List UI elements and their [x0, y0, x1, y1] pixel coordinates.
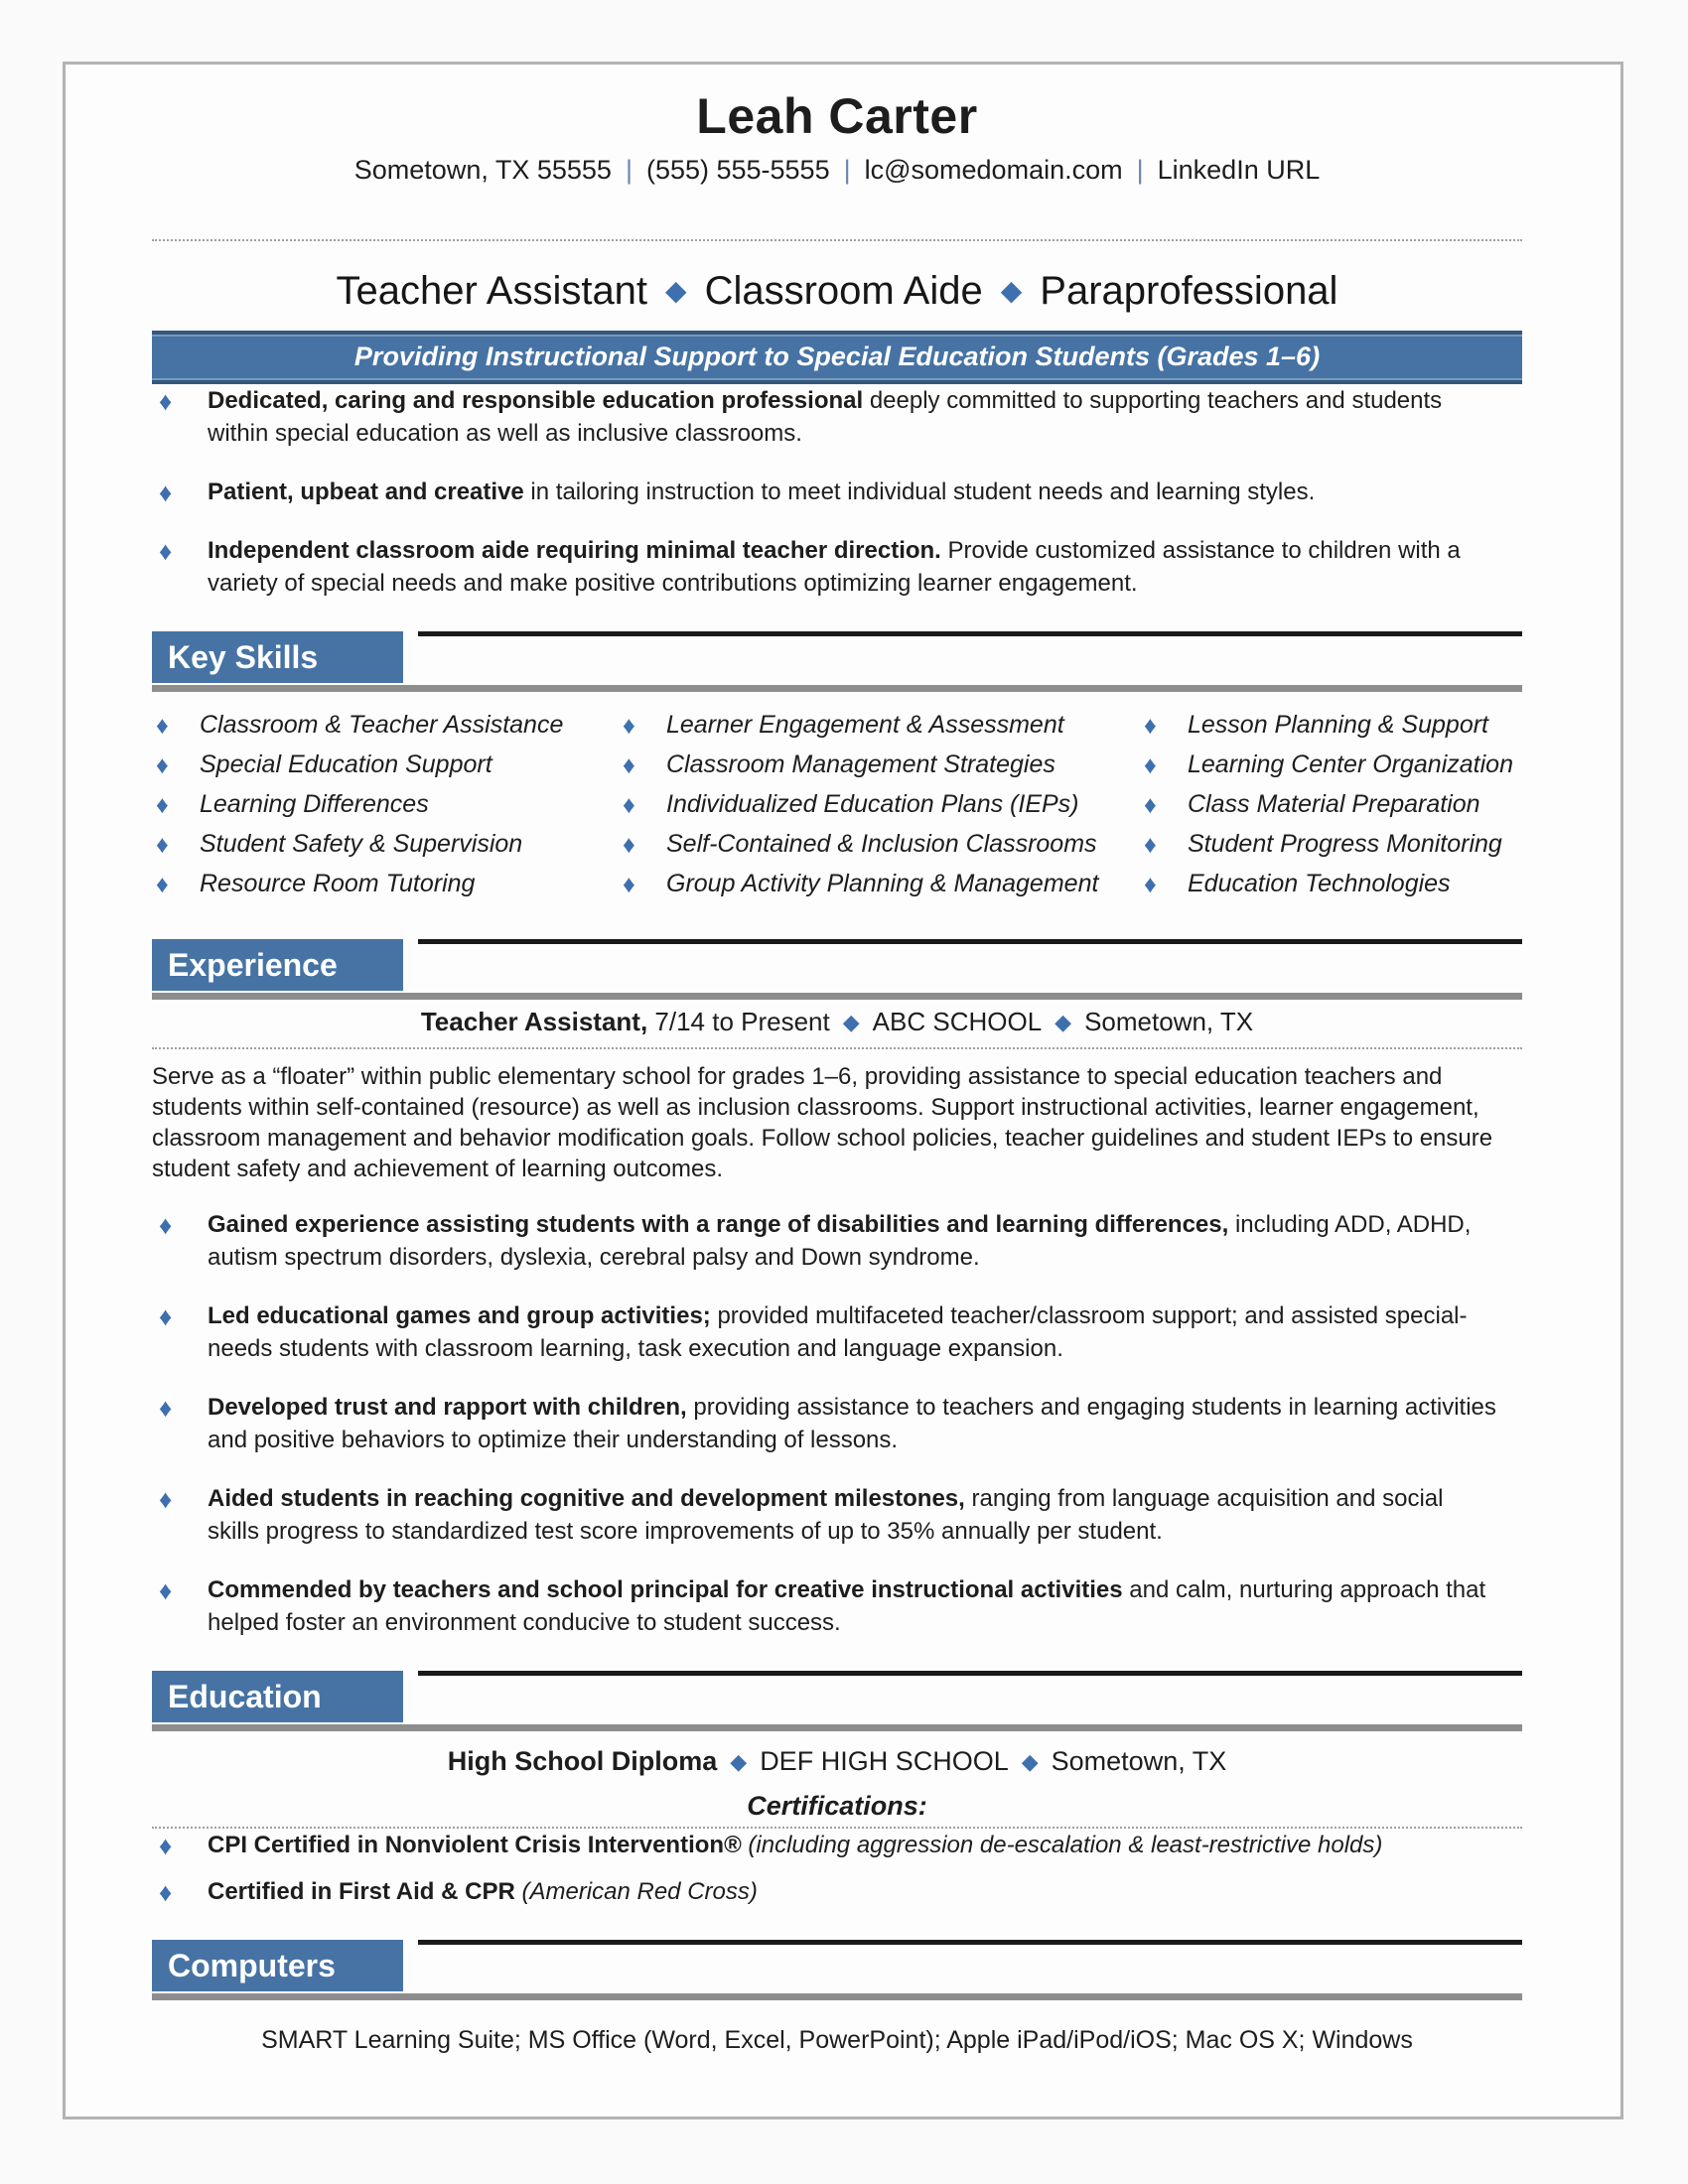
- diamond-bullet-icon: ♦: [156, 871, 169, 898]
- role-item: Teacher Assistant: [336, 269, 648, 313]
- section-title: Key Skills: [168, 639, 319, 675]
- summary-bullet: [152, 534, 1522, 600]
- skill-item: [152, 709, 619, 742]
- diamond-separator-icon: ◆: [1000, 275, 1023, 306]
- skill-item: [619, 828, 1140, 861]
- section-header-computers: [152, 1940, 1522, 1991]
- section-bottom-rule: [152, 1993, 1522, 2000]
- diamond-bullet-icon: ♦: [623, 751, 635, 779]
- job-title-line: [152, 1005, 1522, 1039]
- bullet-lead: Aided students in reaching cognitive and development milestones,: [208, 1485, 965, 1512]
- summary-list: [152, 384, 1522, 600]
- certification-lead: CPI Certified in Nonviolent Crisis Intervention®: [208, 1832, 742, 1858]
- skill-item: [152, 749, 619, 781]
- section-top-rule: [418, 1940, 1522, 1945]
- experience-bullet: [152, 1482, 1522, 1548]
- skill-label: Class Material Preparation: [1188, 790, 1480, 818]
- skill-label: Self-Contained & Inclusion Classrooms: [666, 830, 1097, 858]
- skill-item: [1140, 749, 1522, 781]
- skill-label: Resource Room Tutoring: [200, 870, 476, 897]
- diamond-bullet-icon: ♦: [1144, 751, 1157, 779]
- bullet-lead: Commended by teachers and school principal for creative instructional activities: [208, 1576, 1123, 1603]
- diamond-bullet-icon: ♦: [156, 831, 169, 859]
- diamond-bullet-icon: ♦: [159, 536, 173, 566]
- section-title-box: [152, 631, 403, 683]
- diamond-bullet-icon: ♦: [159, 1393, 173, 1423]
- section-bottom-rule: [152, 685, 1522, 692]
- certification-item: [152, 1875, 1522, 1908]
- diamond-bullet-icon: ♦: [159, 386, 173, 416]
- section-title: Education: [168, 1679, 322, 1714]
- bullet-text: providing assistance to teachers and engaging students in learning activities and positive behaviors to optimize their understanding of lessons.: [208, 1394, 1496, 1453]
- job-company: ABC SCHOOL: [872, 1007, 1043, 1036]
- skill-label: Student Progress Monitoring: [1188, 830, 1502, 858]
- job-dates: 7/14 to Present: [654, 1007, 830, 1036]
- job-title: Teacher Assistant,: [420, 1007, 648, 1036]
- computers-line: SMART Learning Suite; MS Office (Word, Excel, PowerPoint); Apple iPad/iPod/iOS; Mac OS X; Windows: [261, 2026, 1413, 2054]
- summary-bullet: [152, 476, 1522, 508]
- skills-column: [619, 709, 1140, 907]
- skill-label: Special Education Support: [200, 751, 492, 778]
- section-bottom-rule: [152, 993, 1522, 1000]
- bullet-text: ranging from language acquisition and social skills progress to standardized test score improvements of up to 35% annually per student.: [208, 1485, 1444, 1545]
- section-header-education: [152, 1671, 1522, 1722]
- bullet-text: Provide customized assistance to children with a variety of special needs and make positive contributions optimizing learner engagement.: [208, 537, 1461, 597]
- section-header-experience: [152, 939, 1522, 991]
- skill-item: [619, 788, 1140, 821]
- skill-label: Education Technologies: [1188, 870, 1451, 897]
- roles-line: [152, 267, 1522, 315]
- section-title-box: [152, 1671, 403, 1722]
- contact-email: lc@somedomain.com: [864, 155, 1123, 185]
- experience-bullet: [152, 1391, 1522, 1456]
- skill-label: Student Safety & Supervision: [200, 830, 523, 858]
- bullet-lead: Led educational games and group activities;: [208, 1302, 711, 1329]
- skill-label: Learning Center Organization: [1188, 751, 1513, 778]
- skill-item: [152, 788, 619, 821]
- diamond-bullet-icon: ♦: [623, 871, 635, 898]
- skill-label: Individualized Education Plans (IEPs): [666, 790, 1079, 818]
- bullet-text: deeply committed to supporting teachers and students within special education as well as inclusive classrooms.: [208, 387, 1443, 447]
- tagline-banner: [152, 331, 1522, 384]
- header-dotted-divider: [152, 239, 1522, 241]
- diamond-separator-icon: ◆: [842, 1010, 860, 1034]
- contact-line: [152, 154, 1522, 186]
- candidate-name: Leah Carter: [696, 88, 978, 144]
- diamond-bullet-icon: ♦: [623, 712, 635, 740]
- diamond-bullet-icon: ♦: [159, 478, 173, 507]
- resume-page: [63, 62, 1623, 2119]
- section-top-rule: [418, 939, 1522, 944]
- certification-detail: (including aggression de-escalation & least-restrictive holds): [741, 1832, 1383, 1858]
- bullet-lead: Dedicated, caring and responsible education professional: [208, 387, 864, 414]
- job-dotted-divider: [152, 1047, 1522, 1049]
- education-location: Sometown, TX: [1051, 1746, 1227, 1776]
- diamond-bullet-icon: ♦: [1144, 791, 1157, 819]
- diamond-bullet-icon: ♦: [623, 791, 635, 819]
- diamond-bullet-icon: ♦: [159, 1210, 173, 1240]
- skill-item: [619, 749, 1140, 781]
- resume-content: [152, 65, 1522, 2057]
- role-item: Paraprofessional: [1040, 269, 1338, 313]
- diamond-bullet-icon: ♦: [159, 1831, 173, 1860]
- certifications-list: [152, 1829, 1522, 1908]
- diamond-bullet-icon: ♦: [159, 1301, 173, 1331]
- key-skills-columns: [152, 709, 1522, 907]
- diamond-separator-icon: ◆: [665, 275, 687, 306]
- experience-bullet: [152, 1573, 1522, 1639]
- education-line: [152, 1744, 1522, 1779]
- tagline-text: Providing Instructional Support to Special Education Students (Grades 1–6): [353, 341, 1321, 371]
- skill-item: [619, 709, 1140, 742]
- skill-label: Classroom & Teacher Assistance: [200, 711, 564, 739]
- experience-bullet: [152, 1208, 1522, 1274]
- skill-item: [1140, 788, 1522, 821]
- section-top-rule: [418, 631, 1522, 636]
- section-top-rule: [418, 1671, 1522, 1676]
- skill-label: Learner Engagement & Assessment: [666, 711, 1064, 739]
- diamond-bullet-icon: ♦: [159, 1877, 173, 1907]
- summary-bullet: [152, 384, 1522, 450]
- skill-item: [1140, 828, 1522, 861]
- skill-item: [152, 868, 619, 900]
- skill-label: Learning Differences: [200, 790, 429, 818]
- bullet-lead: Patient, upbeat and creative: [208, 478, 524, 505]
- diamond-bullet-icon: ♦: [1144, 712, 1157, 740]
- contact-linkedin: LinkedIn URL: [1157, 155, 1321, 185]
- bullet-lead: Gained experience assisting students with a range of disabilities and learning differences,: [208, 1211, 1229, 1238]
- diamond-separator-icon: ◆: [730, 1749, 748, 1774]
- experience-bullet-list: [152, 1208, 1522, 1639]
- certification-detail: (American Red Cross): [514, 1878, 758, 1905]
- diamond-bullet-icon: ♦: [1144, 831, 1157, 859]
- pipe-separator: |: [1136, 155, 1144, 185]
- certifications-heading: Certifications:: [747, 1791, 927, 1821]
- bullet-text: including ADD, ADHD, autism spectrum disorders, dyslexia, cerebral palsy and Down syndrome.: [208, 1211, 1472, 1271]
- pipe-separator: |: [625, 155, 633, 185]
- skills-column: [152, 709, 619, 907]
- role-item: Classroom Aide: [704, 269, 983, 313]
- diamond-bullet-icon: ♦: [156, 712, 169, 740]
- diamond-bullet-icon: ♦: [159, 1484, 173, 1514]
- experience-summary-paragraph: Serve as a “floater” within public elementary school for grades 1–6, providing assistance to special education teachers and students within self-contained (resource) as well as inclusion classrooms. Support instructional activities, learner engagement, classroom management and behavior modification goals. Follow school policies, teacher guidelines and student IEPs to ensure student safety and achievement of learning outcomes.: [152, 1063, 1493, 1182]
- bullet-lead: Independent classroom aide requiring minimal teacher direction.: [208, 537, 941, 564]
- diamond-bullet-icon: ♦: [156, 751, 169, 779]
- diamond-separator-icon: ◆: [1055, 1010, 1072, 1034]
- skills-column: [1140, 709, 1522, 907]
- education-degree: High School Diploma: [447, 1746, 718, 1776]
- bullet-text: in tailoring instruction to meet individual student needs and learning styles.: [523, 478, 1316, 505]
- skill-label: Group Activity Planning & Management: [666, 870, 1099, 897]
- skill-item: [1140, 709, 1522, 742]
- diamond-bullet-icon: ♦: [159, 1575, 173, 1605]
- section-title: Computers: [168, 1948, 336, 1983]
- certification-item: [152, 1829, 1522, 1861]
- education-school: DEF HIGH SCHOOL: [760, 1746, 1009, 1776]
- skill-item: [1140, 868, 1522, 900]
- skill-label: Classroom Management Strategies: [666, 751, 1055, 778]
- bullet-lead: Developed trust and rapport with children,: [208, 1394, 687, 1421]
- diamond-separator-icon: ◆: [1021, 1749, 1039, 1774]
- contact-phone: (555) 555-5555: [645, 155, 830, 185]
- diamond-bullet-icon: ♦: [623, 831, 635, 859]
- skill-label: Lesson Planning & Support: [1188, 711, 1488, 739]
- bullet-text: and calm, nurturing approach that helped foster an environment conducive to student success.: [208, 1576, 1486, 1636]
- section-title-box: [152, 1940, 403, 1991]
- job-location: Sometown, TX: [1084, 1007, 1254, 1036]
- section-header-key-skills: [152, 631, 1522, 683]
- bullet-text: provided multifaceted teacher/classroom support; and assisted special-needs students with classroom learning, task execution and language expansion.: [208, 1302, 1468, 1362]
- skill-item: [619, 868, 1140, 900]
- certification-lead: Certified in First Aid & CPR: [208, 1878, 515, 1905]
- section-bottom-rule: [152, 1724, 1522, 1731]
- contact-location: Sometown, TX 55555: [353, 155, 612, 185]
- section-title: Experience: [168, 947, 338, 983]
- experience-bullet: [152, 1299, 1522, 1365]
- pipe-separator: |: [843, 155, 851, 185]
- skill-item: [152, 828, 619, 861]
- diamond-bullet-icon: ♦: [156, 791, 169, 819]
- diamond-bullet-icon: ♦: [1144, 871, 1157, 898]
- section-title-box: [152, 939, 403, 991]
